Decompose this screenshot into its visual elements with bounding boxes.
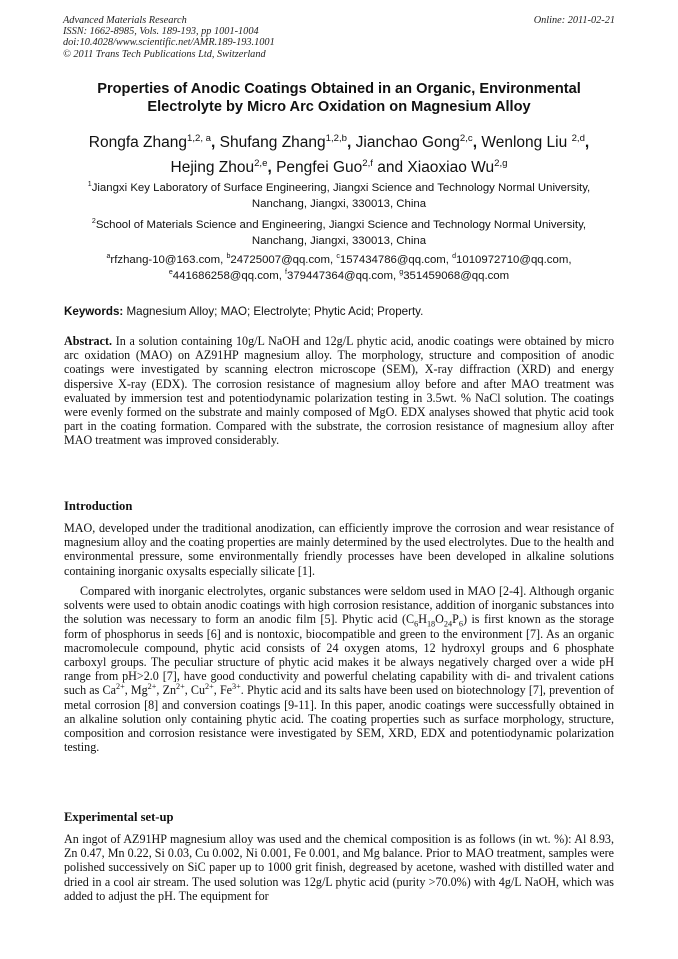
author-name: Jianchao Gong: [355, 134, 460, 151]
author-name: Wenlong Liu: [481, 134, 572, 151]
email-mark: g: [399, 268, 404, 276]
abstract: [64, 334, 614, 448]
author-list: [60, 130, 618, 180]
email-link[interactable]: 379447364@qq.com,: [287, 269, 400, 282]
email-mark: f: [285, 268, 288, 276]
email-mark: c: [336, 253, 340, 261]
paper-title: [60, 80, 618, 116]
introduction-paragraph-2: Compared with inorganic electrolytes, organic substances were seldom used in MAO [2-4]. Although organic solvents were used to obtain anodic coatings with high corrosion resistance, addition of inorganic substances into the solution was necessary to form an anodic film [5]. Phytic acid $(C_6H_{18}O_{24}P_6)$ is first known as the storage form of phosphorus in seeds [6] and is nontoxic, biocompatible and green to the environment [7]. As an organic macromolecule compound, phytic acid consists of 24 oxygen atoms, 12 hydroxyl groups and 6 phosphate carboxyl groups. The peculiar structure of phytic acid makes it be always negatively charged over a wide pH range from pH>2.0 [7], have good conductivity and powerful chelating capability with di- and trivalent cations such as $Ca^{2+}$, $Mg^{2+}$, $Zn^{2+}$, $Cu^{2+}$, $Fe^{3+}$. Phytic acid and its salts have been used on biotechnology [7], prevention of metal corrosion [8] and conversion coatings [9-11]. In this paper, anodic coatings were successfully obtained in an alkaline solution only containing phytic acid. The coating properties such as surface morphology, structure, composition and corrosion resistance were investigated by SEM, XRD, EDX and potentiodynamic polarization testing.: [64, 584, 615, 755]
section-heading-introduction: Introduction: [64, 499, 133, 513]
affiliation-text: Nanchang, Jiangxi, 330013, China: [251, 197, 427, 210]
author-affiliation-mark: 1,2, a: [187, 132, 212, 144]
email-link[interactable]: 1010972710@qq.com,: [456, 254, 572, 266]
author-affiliation-mark: 1,2,b: [325, 132, 348, 144]
author-name: Pengfei Guo: [276, 159, 363, 176]
journal-name: Advanced Materials Research: [63, 15, 187, 26]
affiliation-text: Nanchang, Jiangxi, 330013, China: [251, 234, 427, 247]
affiliation-1: [60, 181, 618, 212]
email-mark: d: [452, 253, 457, 261]
title-line-2: Electrolyte by Micro Arc Oxidation on Magnesium Alloy: [147, 99, 531, 115]
affiliation-text: Jiangxi Key Laboratory of Surface Engineering, Jiangxi Science and Technology Normal University,: [91, 182, 591, 194]
author-emails: [60, 253, 618, 284]
author-affiliation-mark: 2,d: [571, 132, 585, 144]
email-link[interactable]: 351459068@qq.com: [403, 269, 510, 282]
author-affiliation-mark: 2,g: [494, 157, 508, 169]
journal-doi: doi:10.4028/www.scientific.net/AMR.189-193.1001: [63, 37, 275, 49]
author-affiliation-mark: 2,c: [459, 132, 473, 144]
section-heading-experimental: Experimental set-up: [64, 810, 174, 824]
email-link[interactable]: 441686258@qq.com,: [172, 269, 286, 282]
abstract-text: In a solution containing 10g/L NaOH and 12g/L phytic acid, anodic coatings were obtained by micro arc oxidation (MAO) on AZ91HP magnesium alloy. The morphology, structure and composition of anodic coatings were investigated by scanning electron microscope (SEM), X-ray diffraction (XRD) and energy dispersive X-ray (EDX). The corrosion resistance of magnesium alloy before and after MAO treatment was evaluated by immersion test and potentiodynamic polarization testing in 3.5wt. % NaCl solution. The coatings were evenly formed on the substrate and mainly composed of MgO. EDX analyses showed that phytic acid took part in the coating formation. Compared with the substrate, the corrosion resistance of magnesium alloy after MAO treatment was improved considerably.: [64, 334, 614, 448]
title-line-1: Properties of Anodic Coatings Obtained in an Organic, Environmental: [97, 81, 581, 97]
email-link[interactable]: 24725007@qq.com,: [230, 254, 337, 266]
affiliation-mark: 1: [87, 181, 92, 189]
keywords-text: Magnesium Alloy; MAO; Electrolyte; Phytic Acid; Property.: [123, 305, 424, 318]
affiliation-mark: 2: [91, 218, 96, 226]
keywords-label: Keywords:: [64, 305, 124, 318]
author-line-2: Hejing Zhou$^{2,e}$, Pengfei Guo$^{2,f}$ and Xiaoxiao Wu$^{2,g}$: [170, 157, 508, 176]
experimental-paragraph-1: An ingot of AZ91HP magnesium alloy was used and the chemical composition is as follows (in wt. %): Al 8.93, Zn 0.47, Mn 0.22, Si 0.03, Cu 0.002, Ni 0.001, Fe 0.001, and Mg balance. Prior to MAO treatment, samples were polished successively on SiC paper up to 1000 grit finish, degreased by acetone, washed with distilled water and dried in a cool air stream. The used solution was 12g/L phytic acid (purity >70.0%) with 4g/L NaOH, which was added to adjust the pH. The equipment for: [64, 832, 614, 903]
email-link[interactable]: 157434786@qq.com,: [339, 254, 453, 266]
email-mark: a: [106, 253, 111, 261]
email-mark: e: [168, 268, 173, 276]
author-line-1: Rongfa Zhang$^{1,2, a}$, Shufang Zhang$^{1,2,b}$, Jianchao Gong$^{2,c}$, Wenlong Liu $^{2,d}$,: [88, 132, 590, 151]
email-link[interactable]: rfzhang-10@163.com,: [110, 254, 227, 266]
email-mark: b: [226, 253, 231, 261]
author-name: Xiaoxiao Wu: [407, 159, 495, 176]
online-date: Online: 2011-02-21: [533, 15, 615, 26]
abstract-label: Abstract.: [64, 334, 113, 348]
keywords: [64, 304, 614, 319]
author-conjunction: and: [372, 159, 408, 176]
introduction-paragraph-1: MAO, developed under the traditional anodization, can efficiently improve the corrosion and wear resistance of magnesium alloy and the coating properties are mainly determined by the used electrolytes. Due to the health and environmental pressure, some environmentally friendly processes have been developed in alkaline solutions containing inorganic oxysalts especially silicate [1].: [64, 521, 614, 578]
author-name: Hejing Zhou: [170, 159, 255, 176]
journal-issn: ISSN: 1662-8985, Vols. 189-193, pp 1001-1004: [63, 26, 259, 38]
affiliation-2: [60, 218, 618, 249]
journal-header: [63, 15, 275, 60]
affiliation-text: School of Materials Science and Engineering, Jiangxi Science and Technology Normal University,: [95, 219, 587, 231]
author-affiliation-mark: 2,f: [362, 157, 373, 169]
journal-copyright: © 2011 Trans Tech Publications Ltd, Switzerland: [63, 48, 266, 60]
author-affiliation-mark: 2,e: [254, 157, 268, 169]
author-name: Shufang Zhang: [219, 134, 326, 151]
author-name: Rongfa Zhang: [88, 134, 188, 151]
